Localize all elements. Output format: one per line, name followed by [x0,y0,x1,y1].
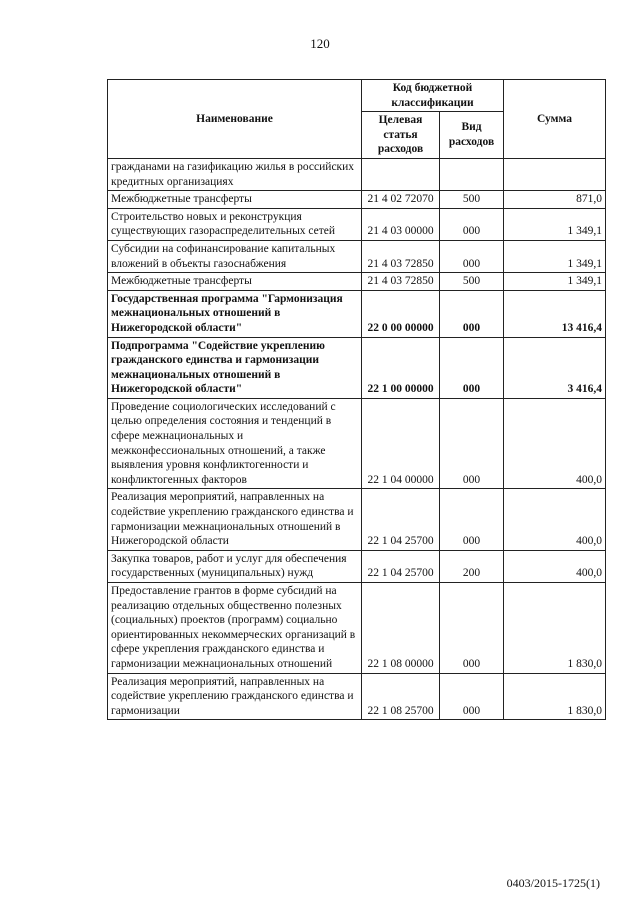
row-amount [504,158,606,190]
row-amount: 3 416,4 [504,337,606,398]
header-target-article: Целевая статья расходов [362,112,440,159]
row-expense-type: 000 [440,337,504,398]
table-row [108,489,606,550]
row-target-article: 22 1 08 00000 [362,583,440,674]
page-number: 120 [310,36,330,51]
table-row [108,337,606,398]
row-expense-type: 000 [440,583,504,674]
row-name: Строительство новых и реконструкция существующих газораспределительных сетей [108,208,362,240]
row-target-article: 22 1 04 00000 [362,398,440,489]
table-row [108,550,606,582]
row-amount: 1 830,0 [504,673,606,720]
table-row [108,583,606,674]
table-row [108,673,606,720]
row-expense-type: 200 [440,550,504,582]
table-body [108,158,606,719]
header-budget-code: Код бюджетной классификации [362,80,504,112]
row-target-article: 22 1 00 00000 [362,337,440,398]
row-amount: 400,0 [504,489,606,550]
row-name: Подпрограмма "Содействие укреплению гражданского единства и гармонизации межнациональных отношений в Нижегородской области" [108,337,362,398]
row-name: Государственная программа "Гармонизация межнациональных отношений в Нижегородской области" [108,290,362,337]
table-header [108,80,606,159]
row-name: Проведение социологических исследований с целью определения состояния и тенденций в сфере межнациональных и межконфессиональных отношений, а также выявления уровня конфликтогенности и конфликтогенных факторов [108,398,362,489]
row-amount: 400,0 [504,550,606,582]
row-expense-type: 000 [440,208,504,240]
row-name: гражданами на газификацию жилья в российских кредитных организациях [108,158,362,190]
header-name: Наименование [108,80,362,159]
row-name: Закупка товаров, работ и услуг для обеспечения государственных (муниципальных) нужд [108,550,362,582]
row-target-article: 21 4 03 72850 [362,273,440,291]
table-row [108,208,606,240]
table-row [108,273,606,291]
row-target-article: 21 4 03 00000 [362,208,440,240]
header-amount: Сумма [504,80,606,159]
budget-table [107,79,606,720]
row-target-article: 22 1 08 25700 [362,673,440,720]
row-amount: 13 416,4 [504,290,606,337]
row-name: Субсидии на софинансирование капитальных вложений в объекты газоснабжения [108,240,362,272]
row-expense-type: 000 [440,240,504,272]
row-amount: 871,0 [504,191,606,209]
table-row [108,240,606,272]
document-code: 0403/2015-1725(1) [506,876,600,890]
row-amount: 1 349,1 [504,208,606,240]
row-name: Предоставление грантов в форме субсидий на реализацию отдельных общественно полезных (социальных) проектов (программ) социально ориентированных некоммерческих организаций в сфере укрепления гражданского единства и гармонизации межнациональных отношений [108,583,362,674]
row-expense-type: 000 [440,673,504,720]
row-expense-type: 500 [440,191,504,209]
row-name: Реализация мероприятий, направленных на содействие укреплению гражданского единства и гармонизации межнациональных отношений в Нижегородской области [108,489,362,550]
row-amount: 400,0 [504,398,606,489]
row-target-article: 21 4 02 72070 [362,191,440,209]
row-expense-type [440,158,504,190]
row-expense-type: 500 [440,273,504,291]
row-target-article: 21 4 03 72850 [362,240,440,272]
row-amount: 1 349,1 [504,273,606,291]
row-name: Межбюджетные трансферты [108,273,362,291]
row-expense-type: 000 [440,290,504,337]
table-row [108,290,606,337]
row-target-article: 22 0 00 00000 [362,290,440,337]
row-name: Межбюджетные трансферты [108,191,362,209]
row-expense-type: 000 [440,398,504,489]
table-row [108,191,606,209]
row-target-article: 22 1 04 25700 [362,550,440,582]
header-expense-type: Вид расходов [440,112,504,159]
row-amount: 1 349,1 [504,240,606,272]
table-row [108,398,606,489]
row-target-article [362,158,440,190]
row-target-article: 22 1 04 25700 [362,489,440,550]
row-name: Реализация мероприятий, направленных на содействие укреплению гражданского единства и гармонизации [108,673,362,720]
row-amount: 1 830,0 [504,583,606,674]
row-expense-type: 000 [440,489,504,550]
table-row [108,158,606,190]
